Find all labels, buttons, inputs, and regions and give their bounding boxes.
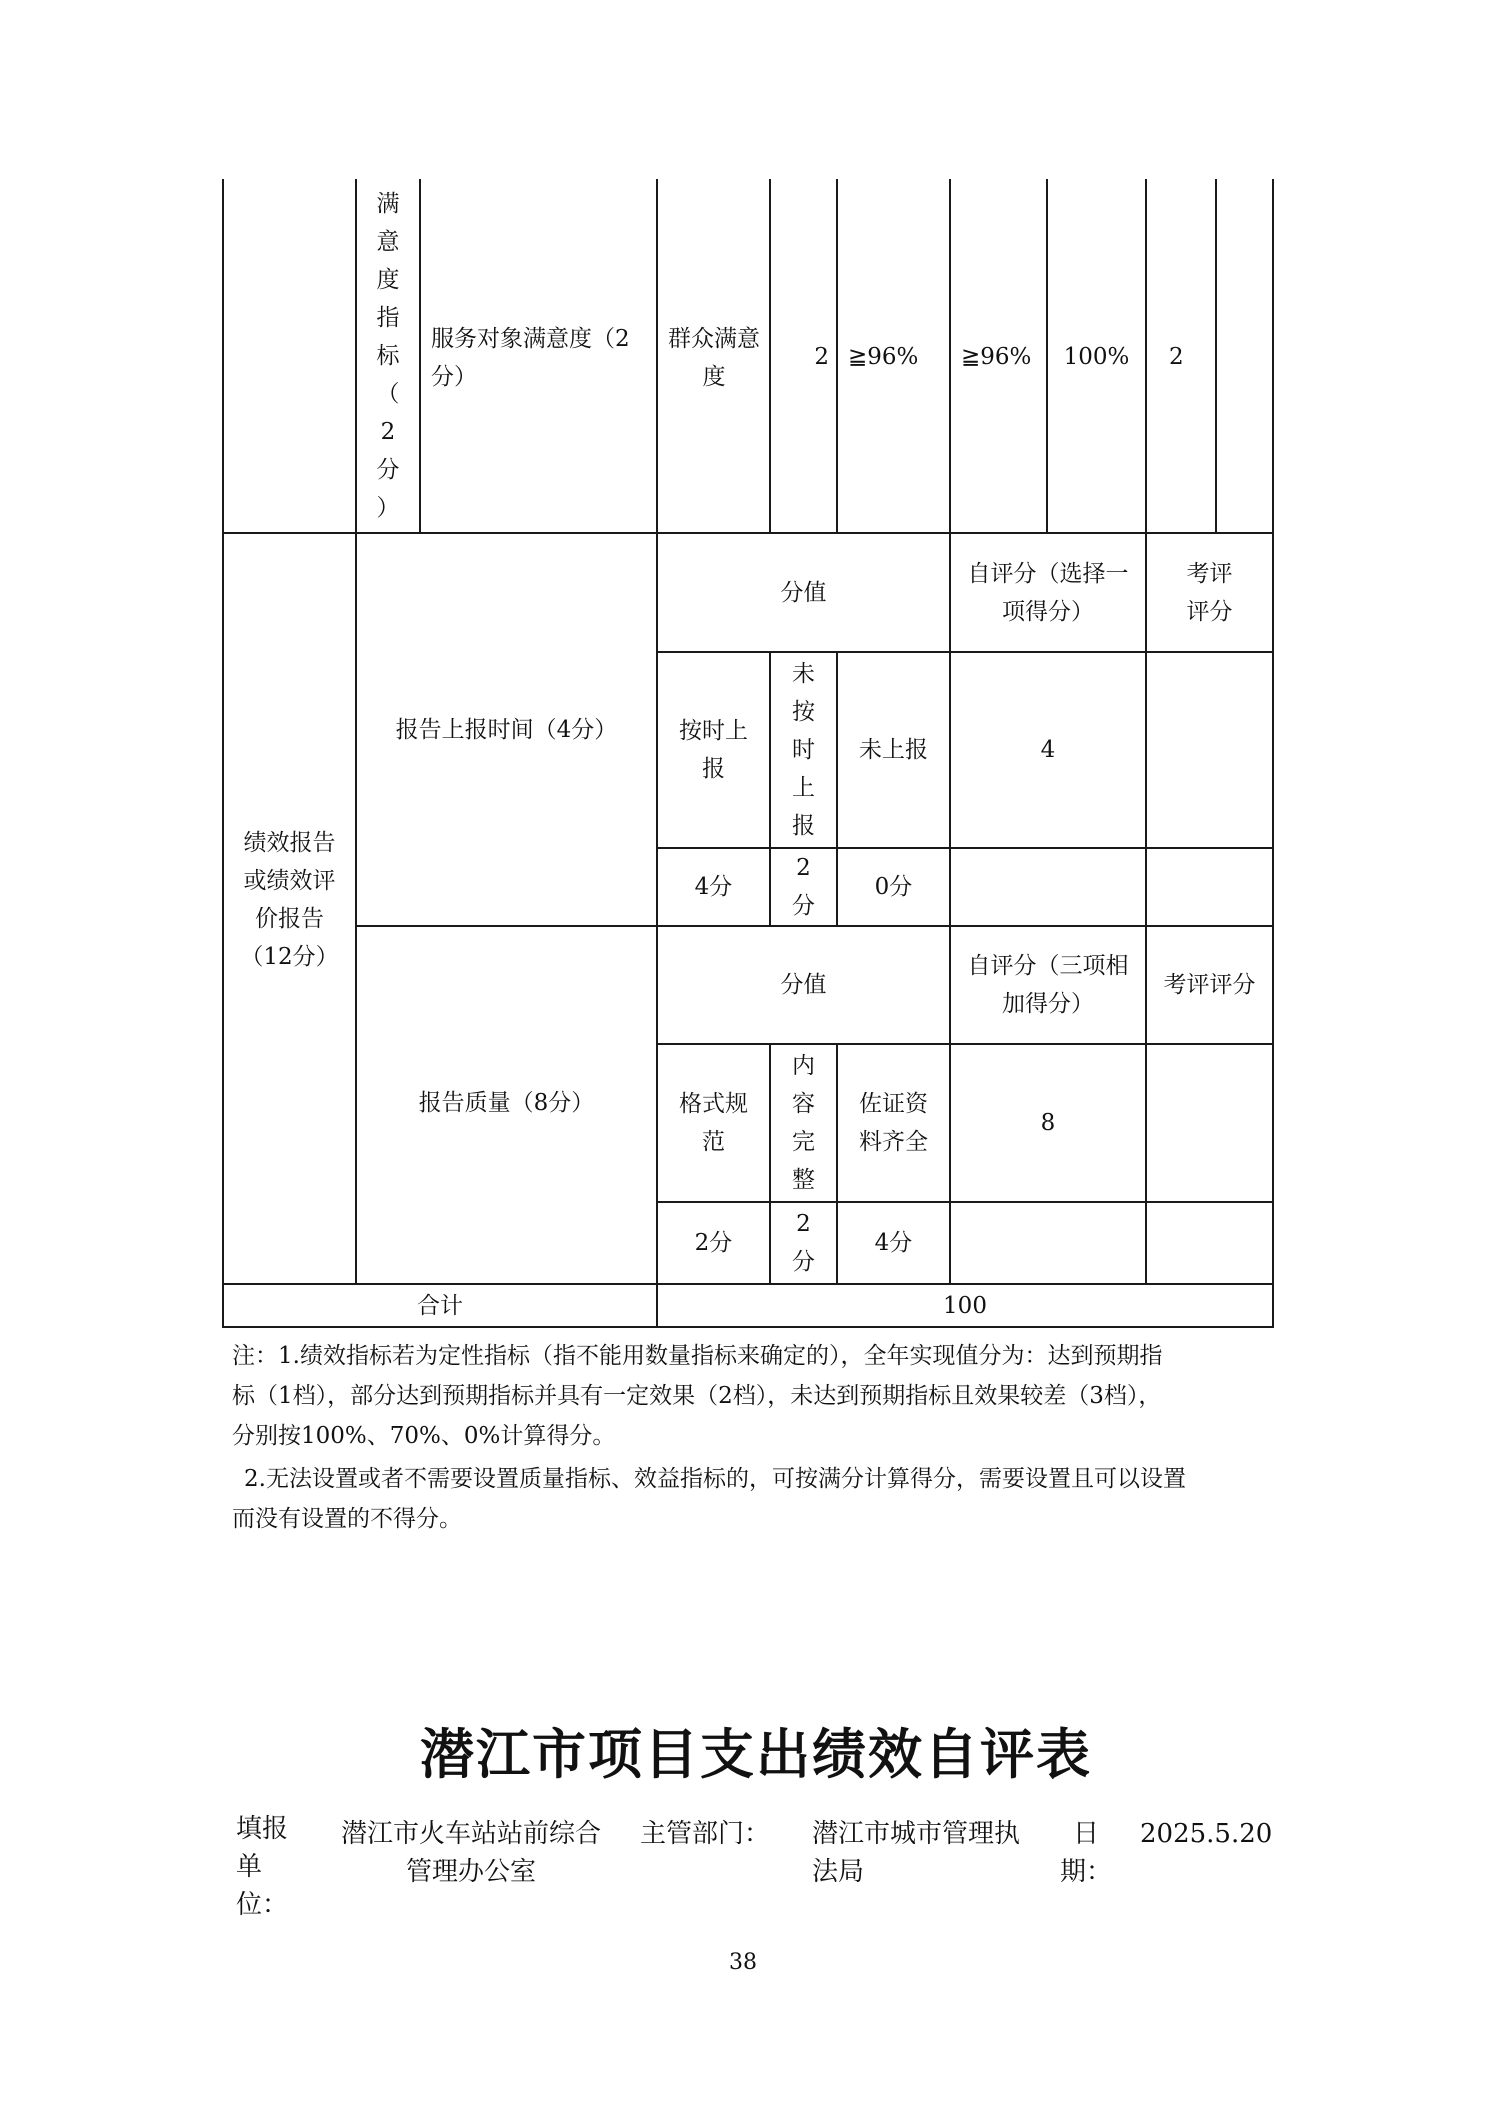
quality-score-evidence: 4分 (874, 1230, 913, 1256)
note2-line1: 2.无法设置或者不需要设置质量指标、效益指标的，可按满分计算得分，需要设置且可以设置 (244, 1466, 1186, 1492)
dept-value-text: 潜江市城市管理执法局 (812, 1819, 1021, 1887)
date-label: 日期： (1059, 1819, 1112, 1887)
satisfaction-indicator: 服务对象满意度（2分） (431, 326, 630, 390)
report-section-label: 绩效报告或绩效评价报告（12分） (240, 830, 339, 970)
note1-line2: 标（1档），部分达到预期指标并具有一定效果（2档），未达到预期指标且效果较差（3档）， (232, 1383, 1162, 1409)
timing-option-on-time: 按时上报 (679, 718, 748, 782)
page-number: 38 (729, 1950, 757, 1975)
unit-value: 潜江市火车站站前综合管理办公室 (340, 1819, 601, 1887)
satisfaction-level2-label: 满 意 度 指 标 （ 2 分 ） (376, 191, 400, 521)
unit-label: 填报单位： (236, 1814, 289, 1920)
satisfaction-target: ≧96% (848, 344, 919, 370)
timing-self-score: 4 (1040, 737, 1056, 763)
date-value: 2025.5.20 (1140, 1819, 1273, 1849)
timing-value-header: 分值 (780, 579, 827, 606)
satisfaction-score: 2 (1169, 344, 1184, 370)
total-label: 合计 (417, 1292, 463, 1319)
page-title: 潜江市项目支出绩效自评表 (420, 1723, 1092, 1786)
quality-review-score (1147, 1045, 1272, 1201)
timing-self-header: 自评分（选择一项得分） (967, 560, 1129, 625)
satisfaction-actual: ≧96% (961, 344, 1032, 370)
total-value: 100 (943, 1292, 987, 1319)
timing-option-late: 未按时上报 (792, 661, 815, 839)
quality-self-score: 8 (1040, 1110, 1056, 1136)
timing-score-late: 2分 (792, 855, 815, 919)
satisfaction-rate: 100% (1063, 344, 1130, 370)
quality-option-content: 内容完整 (792, 1053, 815, 1193)
dept-label: 主管部门： (640, 1819, 771, 1849)
note1-line1: 注：1.绩效指标若为定性指标（指不能用数量指标来确定的），全年实现值分为：达到预期指 (232, 1343, 1163, 1369)
timing-label: 报告上报时间（4分） (395, 717, 618, 743)
timing-score-on-time: 4分 (694, 874, 733, 900)
quality-score-format: 2分 (694, 1230, 733, 1256)
quality-option-evidence: 佐证资料齐全 (859, 1091, 928, 1155)
note2-line2: 而没有设置的不得分。 (232, 1506, 462, 1532)
quality-option-format: 格式规范 (679, 1091, 748, 1155)
timing-review-score (1147, 653, 1272, 847)
timing-review-header: 考评评分 (1186, 560, 1233, 625)
quality-label: 报告质量（8分） (418, 1090, 595, 1116)
timing-option-none: 未上报 (859, 737, 928, 763)
timing-score-none: 0分 (874, 874, 913, 900)
note1-line3: 分别按100%、70%、0%计算得分。 (232, 1423, 616, 1449)
satisfaction-measure: 群众满意度 (668, 326, 760, 390)
quality-self-header: 自评分（三项相加得分） (967, 953, 1129, 1017)
quality-value-header: 分值 (780, 972, 827, 998)
quality-score-content: 2分 (792, 1211, 815, 1275)
satisfaction-weight: 2 (814, 344, 829, 370)
quality-review-header: 考评评分 (1163, 972, 1256, 998)
